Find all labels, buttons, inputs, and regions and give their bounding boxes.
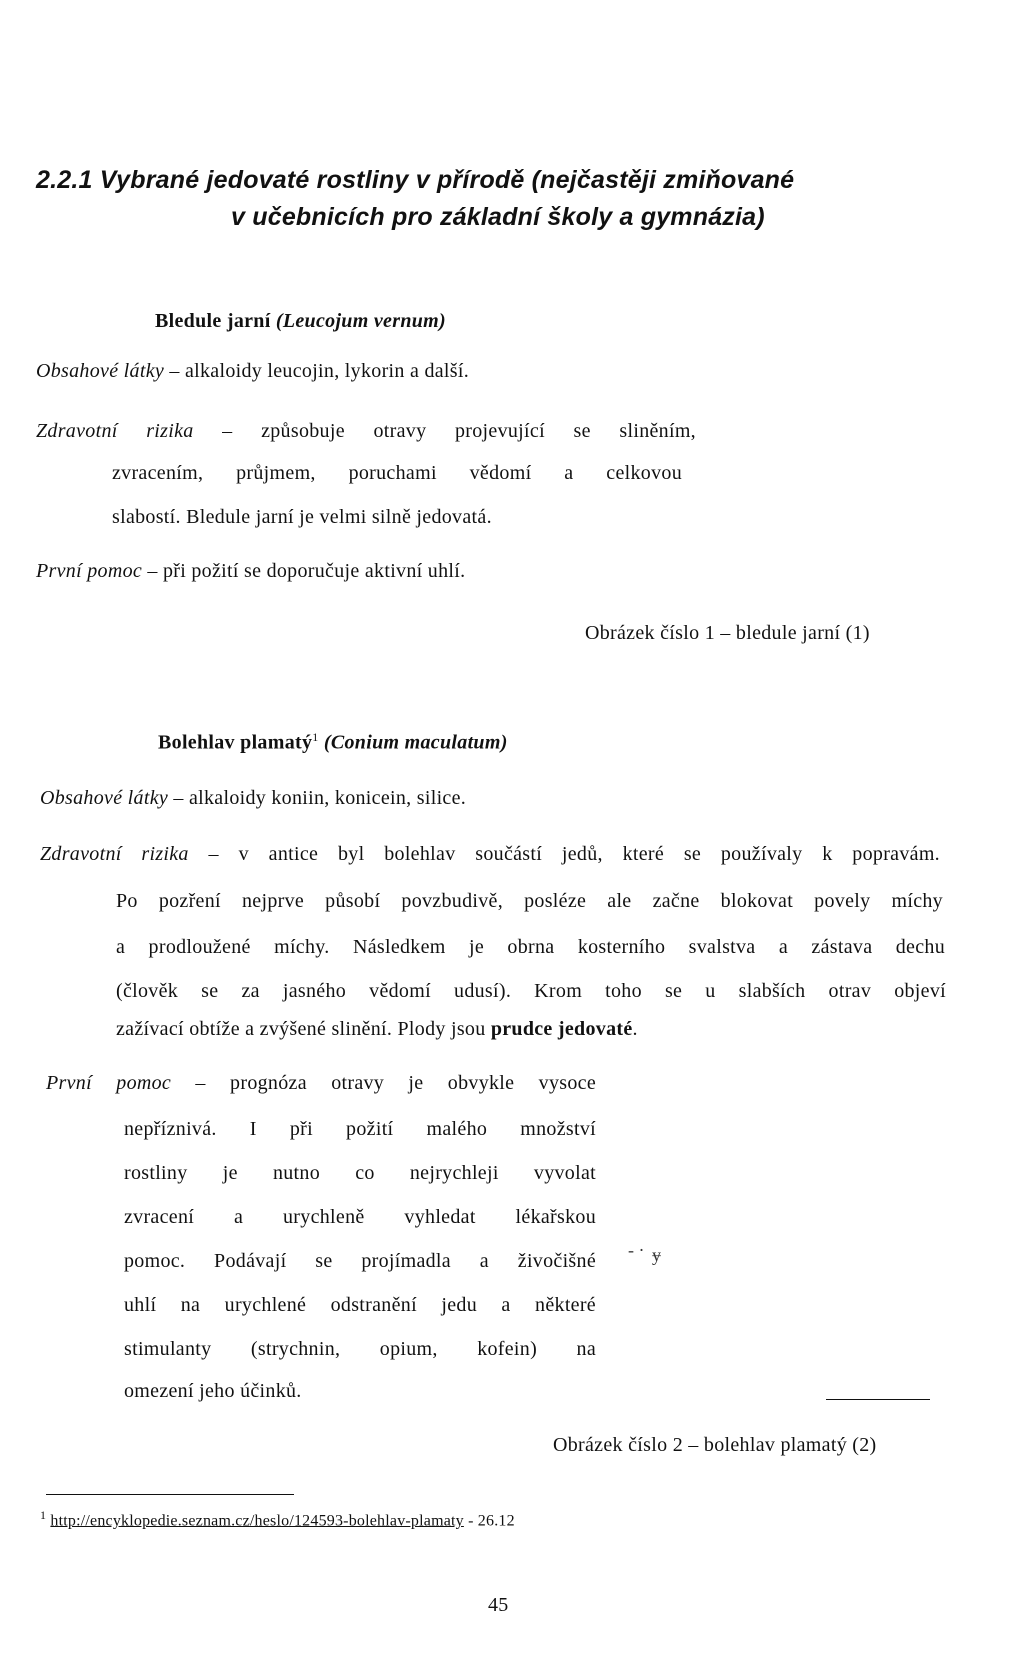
- page-number: 45: [488, 1594, 509, 1616]
- plant2-risks-text1: – v antice byl bolehlav součástí jedů, které se používaly k popravám.: [188, 843, 940, 865]
- plant2-aid-line7: stimulanty (strychnin, opium, kofein) na: [124, 1338, 596, 1360]
- footnote-separator: [46, 1494, 294, 1495]
- footnote: [40, 1508, 515, 1530]
- plant1-risks-label: Zdravotní rizika: [36, 420, 194, 442]
- plant1-substances-label: Obsahové látky: [36, 360, 165, 382]
- section-heading-line2: v učebnicích pro základní školy a gymnázia): [231, 203, 765, 231]
- plant2-risks-line1: [40, 843, 940, 866]
- plant2-figure-caption: Obrázek číslo 2 – bolehlav plamatý (2): [553, 1434, 877, 1456]
- plant1-risks-line3: slabostí. Bledule jarní je velmi silně jedovatá.: [112, 506, 492, 528]
- plant2-title: [158, 730, 508, 755]
- plant2-footnote-mark: 1: [312, 730, 319, 744]
- scan-artifact: - ·: [628, 1240, 645, 1260]
- plant1-substances-text: – alkaloidy leucojin, lykorin a další.: [164, 360, 470, 382]
- plant2-name: Bolehlav plamatý: [158, 731, 313, 754]
- section-heading-line1: 2.2.1 Vybrané jedovaté rostliny v přírodě (nejčastěji zmiňované: [36, 166, 795, 194]
- plant2-substances: [40, 787, 466, 810]
- figure-rule: [826, 1399, 930, 1400]
- plant2-risks-line5: [116, 1018, 638, 1041]
- plant1-risks-line2: zvracením, průjmem, poruchami vědomí a celkovou: [112, 462, 682, 484]
- plant2-risks-line2: Po pozření nejprve působí povzbudivě, posléze ale začne blokovat povely míchy: [116, 890, 943, 912]
- plant2-risks-text5a: zažívací obtíže a zvýšené slinění. Plody jsou: [116, 1018, 491, 1040]
- plant1-first-aid: [36, 560, 465, 583]
- plant2-aid-line2: nepříznivá. I při požití malého množství: [124, 1118, 596, 1140]
- plant2-substances-text: – alkaloidy koniin, konicein, silice.: [168, 787, 467, 809]
- plant1-aid-text: – při požití se doporučuje aktivní uhlí.: [142, 560, 466, 582]
- plant2-aid-line1: [46, 1072, 596, 1095]
- plant1-latin: (Leucojum vernum): [275, 310, 446, 332]
- plant2-aid-line4: zvracení a urychleně vyhledat lékařskou: [124, 1206, 596, 1228]
- plant2-risks-line4: (člověk se za jasného vědomí udusí). Krom toho se u slabších otrav objeví: [116, 980, 946, 1002]
- footnote-link[interactable]: http://encyklopedie.seznam.cz/heslo/124593-bolehlav-plamaty: [50, 1512, 464, 1530]
- plant2-risks-text5c: .: [632, 1018, 638, 1040]
- plant2-latin: (Conium maculatum): [323, 731, 508, 754]
- plant2-aid-text1: – prognóza otravy je obvykle vysoce: [171, 1072, 596, 1094]
- plant1-aid-label: První pomoc: [36, 560, 143, 582]
- plant2-risks-line3: a prodloužené míchy. Následkem je obrna kosterního svalstva a zástava dechu: [116, 936, 945, 958]
- plant2-aid-label: První pomoc: [46, 1072, 172, 1094]
- plant2-aid-line5: pomoc. Podávají se projímadla a živočišné: [124, 1250, 596, 1272]
- plant1-risks-text1: – způsobuje otravy projevující se sliněním,: [193, 420, 696, 442]
- plant2-substances-label: Obsahové látky: [40, 787, 169, 809]
- plant2-aid-line8: omezení jeho účinků.: [124, 1380, 302, 1402]
- scan-artifact: ɏ: [652, 1245, 661, 1265]
- plant1-title: [155, 310, 446, 333]
- plant2-aid-line3: rostliny je nutno co nejrychleji vyvolat: [124, 1162, 596, 1184]
- plant1-name: Bledule jarní: [155, 310, 271, 332]
- footnote-mark: 1: [40, 1508, 47, 1522]
- plant2-risks-label: Zdravotní rizika: [40, 843, 189, 865]
- footnote-tail: - 26.12: [463, 1512, 515, 1530]
- plant1-figure-caption: Obrázek číslo 1 – bledule jarní (1): [585, 622, 870, 644]
- plant2-aid-line6: uhlí na urychlené odstranění jedu a některé: [124, 1294, 596, 1316]
- plant2-risks-emphasis: prudce jedovaté: [490, 1018, 633, 1040]
- plant1-substances: [36, 360, 469, 383]
- plant1-risks-line1: [36, 420, 696, 443]
